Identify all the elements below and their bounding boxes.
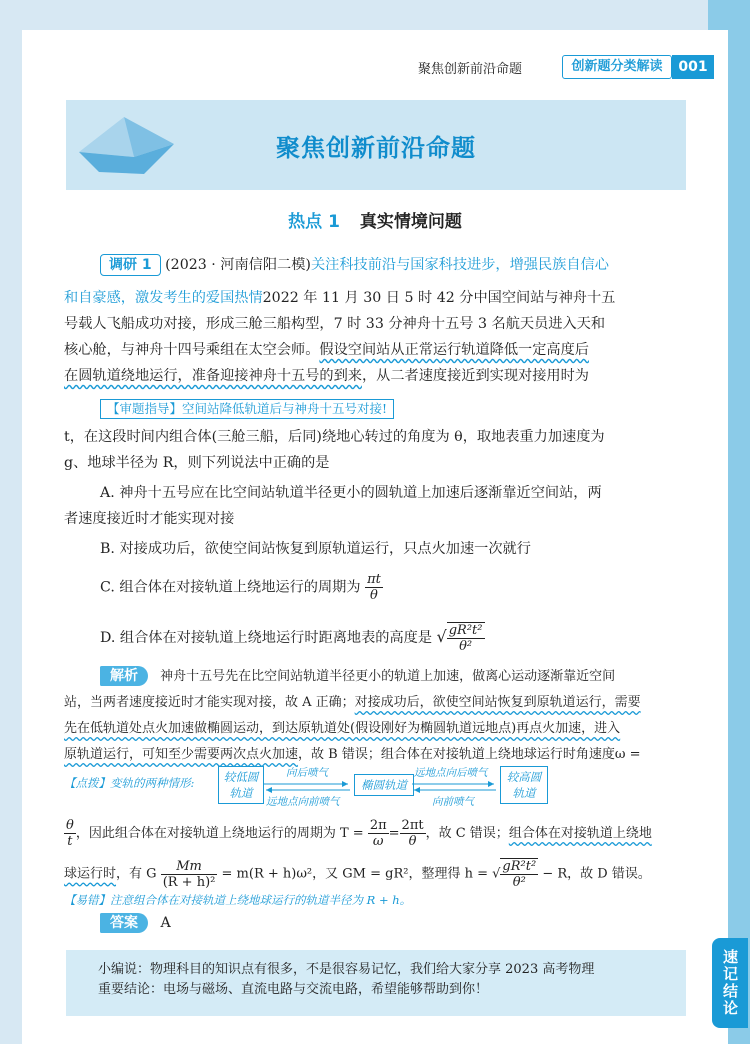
analysis-text: ，因此组合体在对接轨道上绕地运行的周期为 T = — [75, 826, 364, 841]
question-line-1 — [100, 252, 609, 278]
analysis-wave-text: 原轨道运行，可知至少需要两次点火加速 — [64, 747, 299, 762]
analysis-text: 站，当两者速度接近时才能实现对接，故 A 正确； — [64, 695, 355, 710]
side-tab: 速记结论 — [712, 938, 748, 1028]
question-line-5 — [64, 363, 589, 389]
analysis-text: − R，故 D 错误。 — [542, 866, 651, 882]
arrow-label-bottom-1: 远地点向前喷气 — [266, 796, 340, 808]
question-wave-text: 假设空间站从正常运行轨道降低一定高度后 — [319, 342, 589, 358]
option-d: D. 组合体在对接轨道上绕地运行时距离地表的高度是 √ $\frac{\text{gR²t²}}{\text{θ²}}$ — [100, 623, 483, 654]
intro-highlight-2: 和自豪感，激发考生的爱国热情 — [64, 290, 263, 306]
option-d-fraction: $\frac{\text{gR²t²}}{\text{θ²}}$ — [448, 623, 483, 654]
analysis-text: ，有 G — [116, 866, 157, 882]
arrow-pair-1 — [262, 780, 352, 794]
analysis-wave-text: 组合体在对接轨道上绕地 — [508, 826, 652, 841]
question-line-6: t，在这段时间内组合体(三舱三船，后同)绕地心转过的角度为 θ，取地表重力加速度为 — [64, 429, 605, 445]
analysis-text: ，故 B 错误；组合体在对接轨道上绕地球运行时角速度ω = — [298, 747, 641, 762]
footer-line-2: 重要结论：电场与磁场、直流电路与交流电路，希望能够帮助到你！ — [98, 982, 489, 997]
box-ellipse-orbit: 椭圆轨道 — [354, 774, 414, 796]
question-line-7: g、地球半径为 R，则下列说法中正确的是 — [64, 455, 330, 471]
answer-line — [100, 910, 171, 936]
period-fraction-1: $\frac{2\pi}{\omega}$ — [369, 818, 387, 849]
option-a-line-2: 者速度接近时才能实现对接 — [64, 511, 235, 527]
title-banner — [66, 100, 686, 190]
question-line-4 — [64, 337, 589, 363]
analysis-wave-text: 先在低轨道处点火加速做椭圆运动，到达原轨道处(假设刚好为椭圆轨道远地点)再点火加速，进入 — [64, 721, 621, 736]
option-c-text: C. 组合体在对接轨道上绕地运行的周期为 — [100, 579, 361, 596]
question-text: 2022 年 11 月 30 日 5 时 42 分中国空间站与神舟十五 — [262, 290, 616, 306]
analysis-tag: 解析 — [100, 666, 148, 686]
footer-note — [98, 960, 594, 1000]
question-text: ，从二者速度接近到实现对接用时为 — [361, 368, 589, 384]
analysis-line-5: $\frac{\theta}{t}$ ，因此组合体在对接轨道上绕地运行的周期为 T = $\frac{2\pi}{\omega}$ = $\frac{2\pi t}{\theta}$ ，故 C 错误；组合体在对接轨道上绕地 — [66, 818, 652, 849]
review-guide-note: 【审题指导】空间站降低轨道后与神舟十五号对接! — [100, 399, 394, 419]
analysis-text: 神舟十五号先在比空间站轨道半径更小的轨道上加速，做离心运动逐渐靠近空间 — [160, 669, 616, 684]
option-c — [100, 572, 383, 603]
option-c-fraction: $\frac{\pi t}{\theta}$ — [367, 572, 381, 603]
answer-tag: 答案 — [100, 913, 148, 933]
question-tag: 调研 1 — [100, 254, 161, 276]
arrow-label-bottom-2: 向前喷气 — [432, 796, 474, 808]
question-wave-text: 在圆轨道绕地运行，准备迎接神舟十五号的到来 — [64, 368, 362, 384]
question-line-2 — [64, 285, 615, 311]
box-high-orbit: 较高圆轨道 — [500, 766, 548, 804]
omega-fraction: $\frac{\theta}{t}$ — [66, 818, 74, 849]
analysis-line-3 — [64, 716, 620, 742]
height-fraction: $\frac{\text{gR²t²}}{\text{θ²}}$ — [502, 859, 537, 890]
analysis-text: = m(R + h)ω²，又 GM = gR²，整理得 h = — [221, 866, 488, 882]
answer-value: A — [160, 915, 171, 931]
intro-highlight-1: 关注科技前沿与国家科技进步，增强民族自信心 — [310, 257, 609, 273]
header-section-title: 聚焦创新前沿命题 — [418, 62, 523, 77]
question-source: (2023 · 河南信阳二模) — [165, 257, 311, 273]
analysis-wave-text: 球运行时 — [64, 866, 117, 882]
analysis-line-4 — [64, 742, 640, 768]
arrow-label-top-2: 远地点向后喷气 — [414, 767, 488, 779]
option-a-line-1: A. 神舟十五号应在比空间站轨道半径更小的圆轨道上加速后逐渐靠近空间站，两 — [100, 485, 602, 501]
option-d-text: D. 组合体在对接轨道上绕地运行时距离地表的高度是 — [100, 630, 433, 646]
banner-title: 聚焦创新前沿命题 — [276, 134, 476, 162]
page-number: 001 — [672, 55, 714, 79]
question-text: 核心舱，与神舟十四号乘组在太空会师。 — [64, 342, 320, 358]
header-category: 创新题分类解读 — [562, 55, 672, 79]
analysis-line-1 — [100, 664, 615, 690]
hotspot-title: 真实情境问题 — [359, 212, 462, 232]
footer-line-1: 小编说：物理科目的知识点有很多，不是很容易记忆，我们给大家分享 2023 高考物理 — [98, 962, 595, 977]
analysis-text: ，故 C 错误； — [425, 826, 509, 841]
gravity-fraction: $\frac{Mm}{\text{(R + h)²}}$ — [162, 858, 216, 890]
page-header — [0, 54, 720, 80]
question-line-3: 号载人飞船成功对接，形成三舱三船构型，7 时 33 分神舟十五号 3 名航天员进入天和 — [64, 316, 606, 332]
analysis-wave-text: 对接成功后，欲使空间站恢复到原轨道运行，需要 — [354, 695, 641, 710]
analysis-line-6: 球运行时，有 G $\frac{Mm}{\text{(R + h)²}}$ = m(R + h)ω²，又 GM = gR²，整理得 h = √ $\frac{\text{gR²t²}}{\text{θ²}}$ − R，故 D 错误。 — [64, 858, 651, 890]
option-b: B. 对接成功后，欲使空间站恢复到原轨道运行，只点火加速一次就行 — [100, 541, 531, 557]
footer-note-box — [66, 950, 686, 1016]
box-low-orbit: 较低圆轨道 — [218, 766, 264, 804]
arrow-label-top-1: 向后喷气 — [286, 767, 328, 779]
hotspot-heading — [0, 207, 750, 232]
hotspot-label: 热点 1 — [288, 212, 340, 232]
analysis-line-2 — [64, 690, 641, 716]
orbit-diagram-note: 【点拨】变轨的两种情形: — [64, 776, 195, 790]
mistake-note: 【易错】注意组合体在对接轨道上绕地球运行的轨道半径为 R + h。 — [64, 893, 412, 907]
period-fraction-2: $\frac{2\pi t}{\theta}$ — [401, 818, 424, 849]
arrow-pair-2 — [410, 780, 498, 794]
